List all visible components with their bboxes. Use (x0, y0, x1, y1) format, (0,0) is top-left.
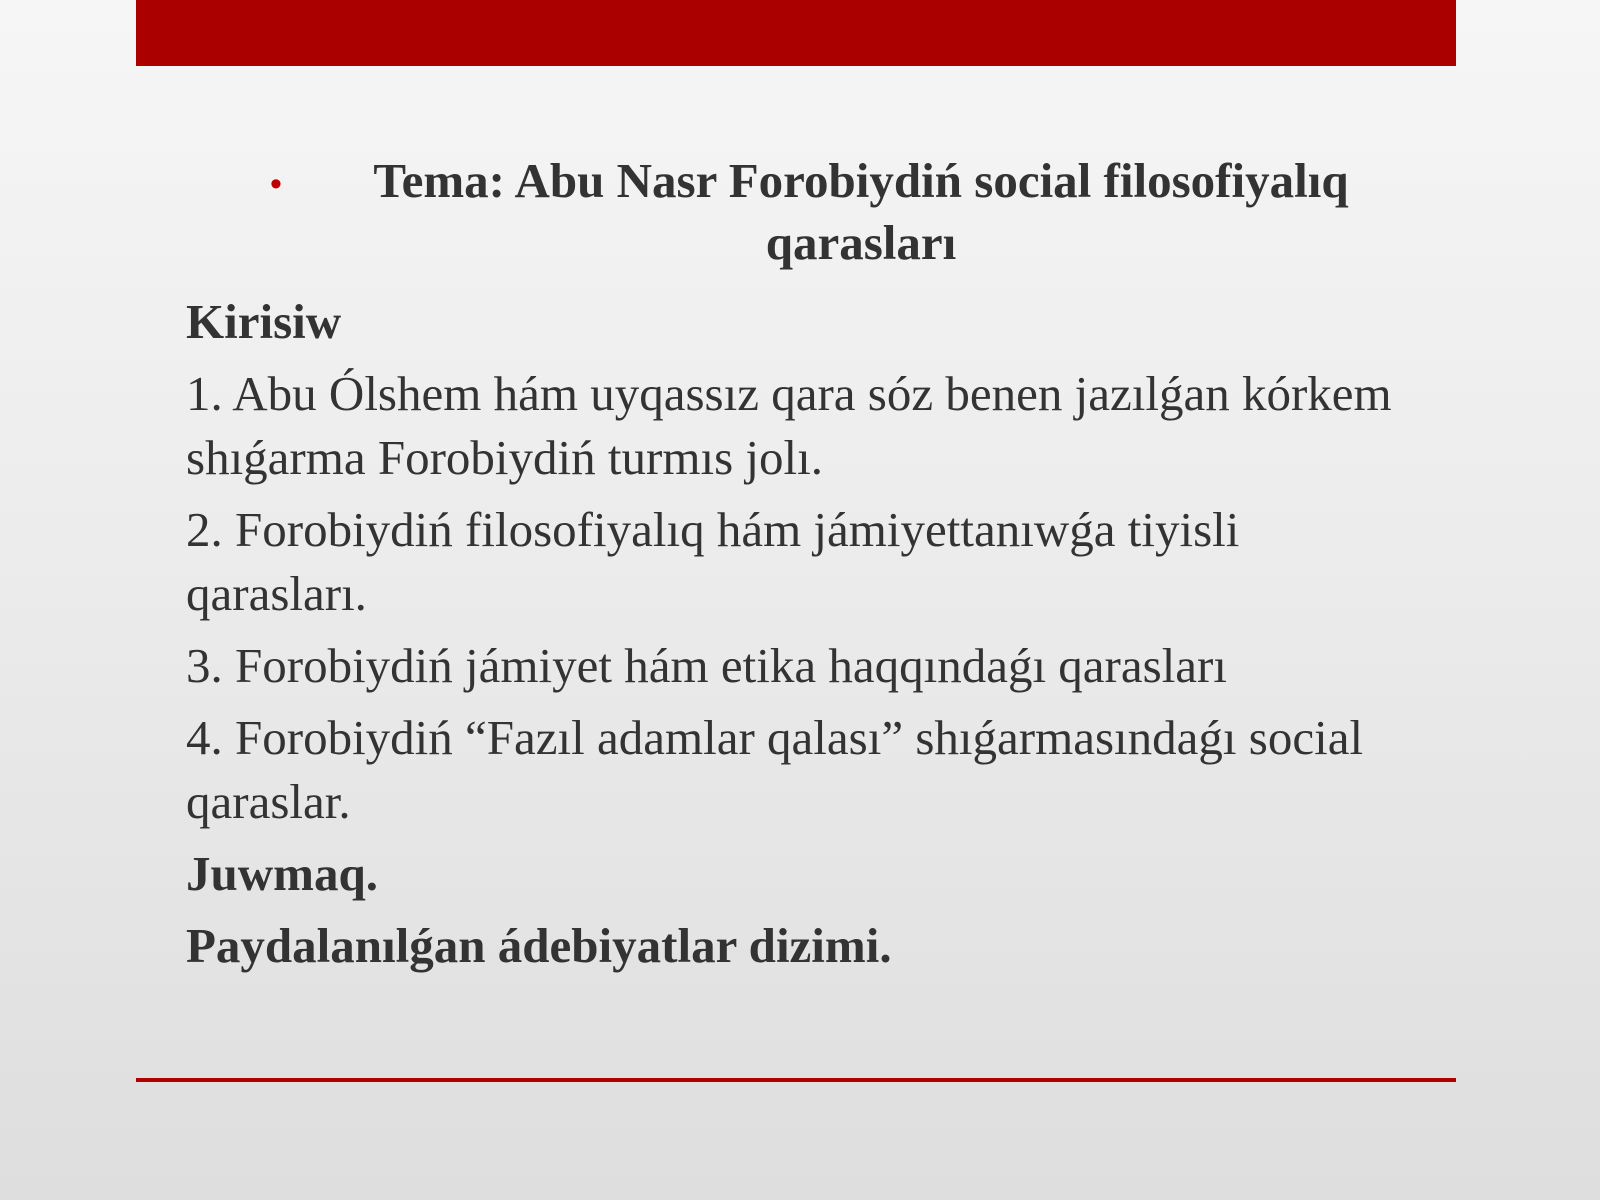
outline-item-2: 2. Forobiydiń filosofiyalıq hám jámiyettanıwǵa tiyisli qarasları. (186, 502, 1240, 621)
bottom-accent-rule (136, 1078, 1456, 1082)
outline-item-1: 1. Abu Ólshem hám uyqassız qara sóz benen jazılǵan kórkem shıǵarma Forobiydiń turmıs jolı. (186, 366, 1392, 485)
slide-title: Tema: Abu Nasr Forobiydiń social filosofiyalıq qarasları (373, 153, 1349, 270)
bullet-icon: • (270, 165, 282, 203)
top-accent-bar (136, 0, 1456, 66)
intro-heading: Kirisiw (186, 294, 342, 349)
conclusion-heading: Juwmaq. (186, 846, 378, 901)
outline-item-3: 3. Forobiydiń jámiyet hám etika haqqındaǵı qarasları (186, 638, 1227, 693)
title-row (270, 150, 1400, 274)
references-heading: Paydalanılǵan ádebiyatlar dizimi. (186, 918, 892, 973)
slide-body (186, 290, 1416, 978)
outline-item-4: 4. Forobiydiń “Fazıl adamlar qalası” shıǵarmasındaǵı social qaraslar. (186, 710, 1364, 829)
